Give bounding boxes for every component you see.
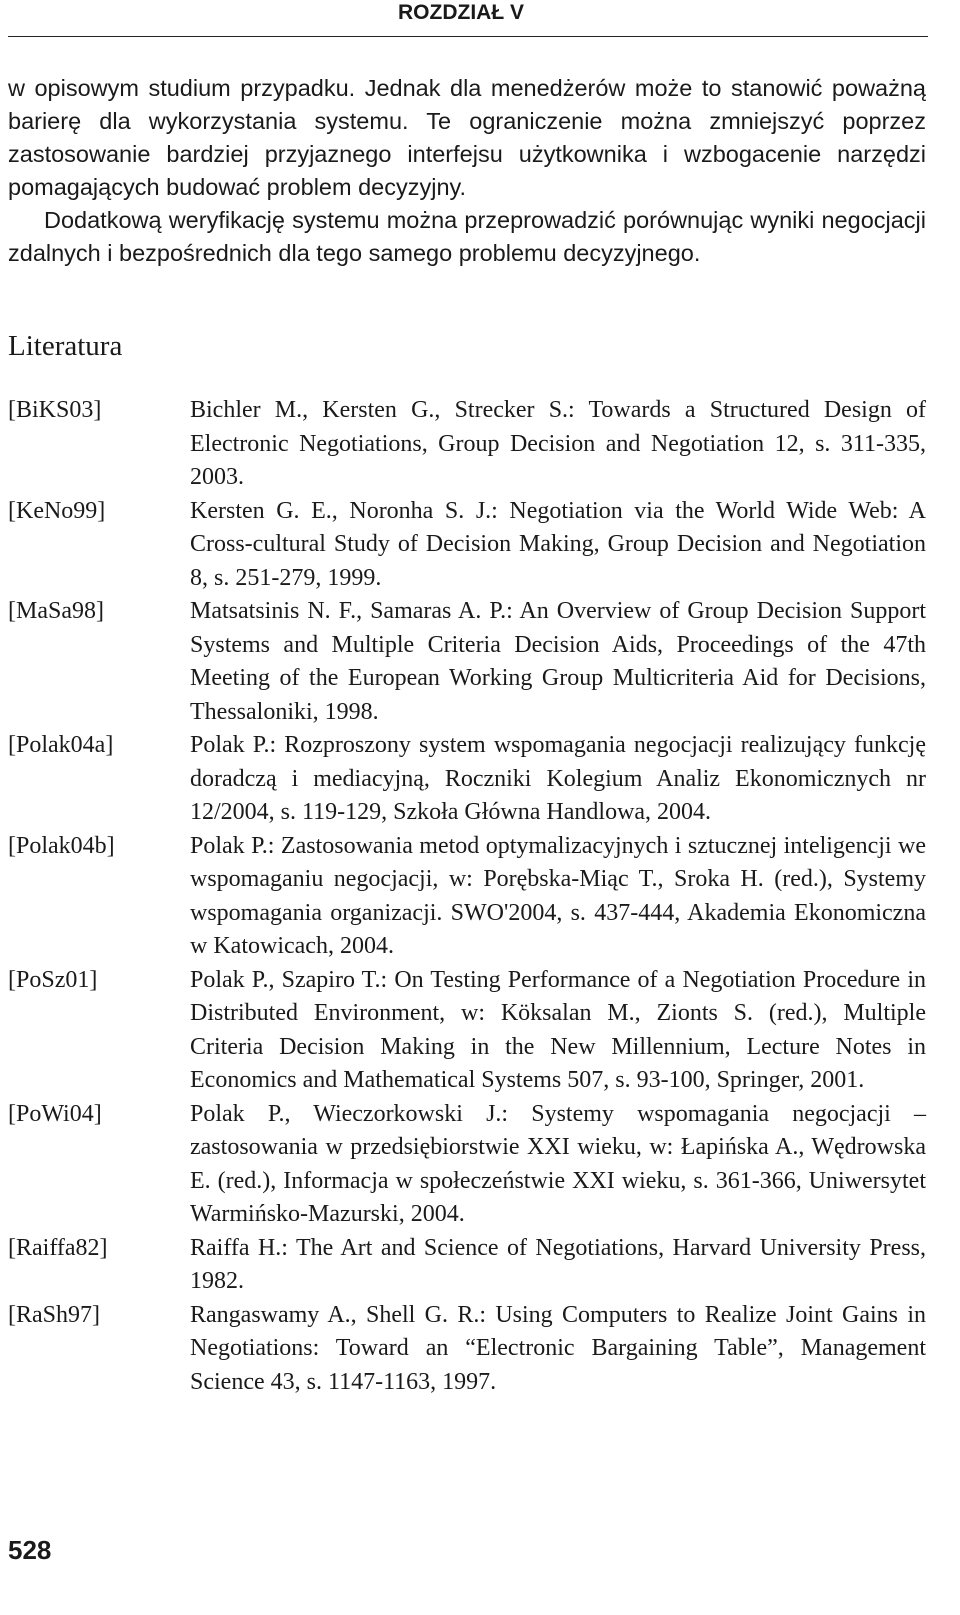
running-header bbox=[0, 0, 930, 38]
reference-text: Polak P., Szapiro T.: On Testing Performance of a Negotiation Procedure in Distributed Environment, w: Köksalan M., Zionts S. (red.), Multiple Criteria Decision Making in the New Millennium, Lecture Notes in Economics and Mathematical Systems 507, s. 93-100, Springer, 2001. bbox=[190, 966, 926, 1093]
reference-text: Matsatsinis N. F., Samaras A. P.: An Overview of Group Decision Support Systems and Multiple Criteria Decision Aids, Proceedings of the 47th Meeting of the European Working Group Multicriteria Aid for Decisions, Thessaloniki, 1998. bbox=[190, 598, 926, 725]
body-paragraph-1: w opisowym studium przypadku. Jednak dla menedżerów może to stanowić poważną barierę dla wykorzystania systemu. Te ograniczenie można zmniejszyć poprzez zastosowanie bardziej przyjaznego interfejsu użytkownika i wzbogacenie narzędzi pomagających budować problem decyzyjny. bbox=[8, 75, 926, 200]
reference-item bbox=[8, 830, 926, 964]
running-title: ROZDZIAŁ V bbox=[398, 1, 524, 24]
reference-key: [Polak04b] bbox=[8, 832, 115, 859]
reference-key: [KeNo99] bbox=[8, 497, 106, 524]
reference-text: Polak P.: Zastosowania metod optymalizacyjnych i sztucznej inteligencji we wspomaganiu negocjacji, w: Porębska-Miąc T., Sroka H. (red.), Systemy wspomagania organizacji. SWO'2004, s. 437-444, Akademia Ekonomiczna w Katowicach, 2004. bbox=[190, 832, 926, 959]
reference-text: Bichler M., Kersten G., Strecker S.: Towards a Structured Design of Electronic Negotiations, Group Decision and Negotiation 12, s. 311-335, 2003. bbox=[190, 397, 926, 490]
reference-text: Raiffa H.: The Art and Science of Negotiations, Harvard University Press, 1982. bbox=[190, 1234, 926, 1294]
reference-text: Rangaswamy A., Shell G. R.: Using Computers to Realize Joint Gains in Negotiations: Toward an “Electronic Bargaining Table”, Management Science 43, s. 1147-1163, 1997. bbox=[190, 1301, 926, 1395]
reference-text: Polak P.: Rozproszony system wspomagania negocjacji realizujący funkcję doradczą i mediacyjną, Roczniki Kolegium Analiz Ekonomicznych nr 12/2004, s. 119-129, Szkoła Główna Handlowa, 2004. bbox=[190, 732, 926, 825]
reference-item bbox=[8, 1299, 926, 1400]
reference-item bbox=[8, 595, 926, 729]
reference-list bbox=[8, 394, 926, 1399]
reference-text: Kersten G. E., Noronha S. J.: Negotiation via the World Wide Web: A Cross-cultural Study of Decision Making, Group Decision and Negotiation 8, s. 251-279, 1999. bbox=[190, 497, 926, 591]
page-number: 528 bbox=[8, 1535, 52, 1565]
reference-key: [Polak04a] bbox=[8, 732, 114, 758]
reference-key: [Raiffa82] bbox=[8, 1234, 108, 1261]
body-text bbox=[8, 72, 926, 270]
reference-item bbox=[8, 1098, 926, 1232]
reference-key: [PoSz01] bbox=[8, 966, 98, 993]
reference-item bbox=[8, 729, 926, 830]
reference-key: [BiKS03] bbox=[8, 397, 102, 423]
reference-item bbox=[8, 394, 926, 495]
reference-key: [MaSa98] bbox=[8, 598, 104, 624]
reference-text: Polak P., Wieczorkowski J.: Systemy wspomagania negocjacji – zastosowania w przedsiębiorstwie XXI wieku, w: Łapińska A., Wędrowska E. (red.), Informacja w społeczeństwie XXI wieku, s. 361-366, Uniwersytet Warmińsko-Mazurski, 2004. bbox=[190, 1100, 926, 1227]
reference-key: [PoWi04] bbox=[8, 1100, 102, 1127]
reference-item bbox=[8, 964, 926, 1098]
reference-key: [RaSh97] bbox=[8, 1301, 100, 1328]
header-rule bbox=[8, 36, 928, 37]
body-paragraph-2: Dodatkową weryfikację systemu można przeprowadzić porównując wyniki negocjacji zdalnych i bezpośrednich dla tego samego problemu decyzyjnego. bbox=[8, 207, 926, 266]
reference-item bbox=[8, 495, 926, 596]
references-heading: Literatura bbox=[8, 330, 123, 362]
reference-item bbox=[8, 1232, 926, 1299]
